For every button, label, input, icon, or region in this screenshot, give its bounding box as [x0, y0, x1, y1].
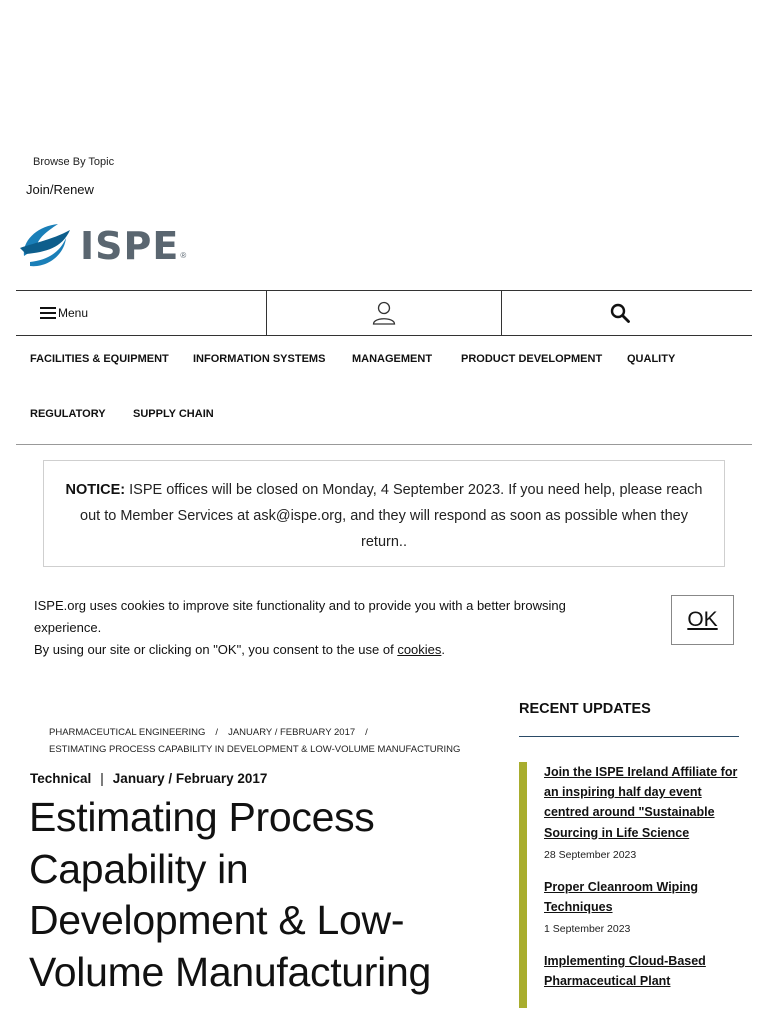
- cookie-line-1: ISPE.org uses cookies to improve site functionality and to provide you with a better browsing experience.: [34, 598, 566, 635]
- cookie-ok-button[interactable]: OK: [671, 595, 734, 645]
- nav-supply-chain[interactable]: SUPPLY CHAIN: [133, 408, 214, 420]
- recent-update-date: 28 September 2023: [544, 848, 637, 861]
- recent-update-link[interactable]: Join the ISPE Ireland Affiliate for an inspiring half day event centred around "Sustainable Sourcing in Life Science: [544, 765, 738, 840]
- breadcrumb-separator: /: [215, 727, 219, 738]
- registered-mark: ®: [180, 251, 187, 260]
- account-button[interactable]: [267, 291, 502, 335]
- breadcrumb-separator: /: [365, 727, 368, 738]
- user-icon: [371, 300, 397, 326]
- breadcrumb-item[interactable]: JANUARY / FEBRUARY 2017: [228, 727, 356, 738]
- list-item: [544, 877, 744, 935]
- ispe-logo-mark-icon: [16, 218, 72, 274]
- article-meta: [30, 771, 267, 786]
- notice-text: ISPE offices will be closed on Monday, 4 September 2023. If you need help, please reach out to Member Services at ask@ispe.org, and they will respond as soon as possible when they return..: [80, 482, 703, 550]
- cookie-line-2-text: By using our site or clicking on "OK", you consent to the use of: [34, 642, 398, 657]
- logo-wordmark: ISPE: [80, 224, 180, 268]
- main-toolbar: [16, 290, 752, 336]
- hamburger-icon: [40, 307, 56, 319]
- recent-update-link[interactable]: Proper Cleanroom Wiping Techniques: [544, 879, 699, 915]
- recent-updates-heading: RECENT UPDATES: [519, 701, 651, 717]
- nav-product-development[interactable]: PRODUCT DEVELOPMENT: [461, 353, 603, 365]
- article-title: Estimating Process Capability in Development & Low-Volume Manufacturing: [29, 794, 431, 995]
- nav-regulatory[interactable]: REGULATORY: [30, 408, 106, 420]
- article-category[interactable]: Technical: [30, 771, 92, 786]
- recent-updates-divider: [519, 736, 739, 737]
- recent-update-date: 1 September 2023: [544, 923, 631, 936]
- notice-label: NOTICE:: [65, 482, 126, 498]
- breadcrumb: [49, 724, 489, 758]
- menu-label: Menu: [58, 306, 89, 320]
- breadcrumb-item[interactable]: PHARMACEUTICAL ENGINEERING: [49, 727, 206, 738]
- nav-quality[interactable]: QUALITY: [627, 353, 676, 365]
- recent-updates-accent-bar: [519, 762, 527, 1008]
- recent-updates-list: [544, 762, 744, 992]
- article-issue[interactable]: January / February 2017: [112, 771, 268, 786]
- cookie-line-2: [34, 639, 634, 661]
- menu-button[interactable]: [16, 291, 267, 335]
- cookies-link[interactable]: cookies: [397, 642, 442, 657]
- ispe-logo[interactable]: [16, 216, 191, 276]
- recent-update-link[interactable]: Implementing Cloud-Based Pharmaceutical Plant: [544, 954, 706, 989]
- nav-information-systems[interactable]: INFORMATION SYSTEMS: [193, 353, 326, 365]
- nav-management[interactable]: MANAGEMENT: [352, 353, 433, 365]
- join-renew-link[interactable]: Join/Renew: [26, 182, 94, 197]
- search-icon: [610, 303, 630, 323]
- breadcrumb-current: ESTIMATING PROCESS CAPABILITY IN DEVELOPMENT & LOW-VOLUME MANUFACTURING: [49, 744, 461, 755]
- list-item: [544, 762, 744, 861]
- browse-by-topic-link[interactable]: Browse By Topic: [33, 156, 115, 168]
- list-item: [544, 951, 744, 991]
- cookie-message: [34, 595, 634, 661]
- meta-separator: |: [100, 771, 104, 786]
- topic-navigation: [16, 336, 752, 445]
- notice-banner: [43, 460, 725, 567]
- search-button[interactable]: [502, 291, 752, 335]
- cookie-line-2-end: .: [441, 642, 446, 657]
- nav-facilities-equipment[interactable]: FACILITIES & EQUIPMENT: [30, 353, 169, 365]
